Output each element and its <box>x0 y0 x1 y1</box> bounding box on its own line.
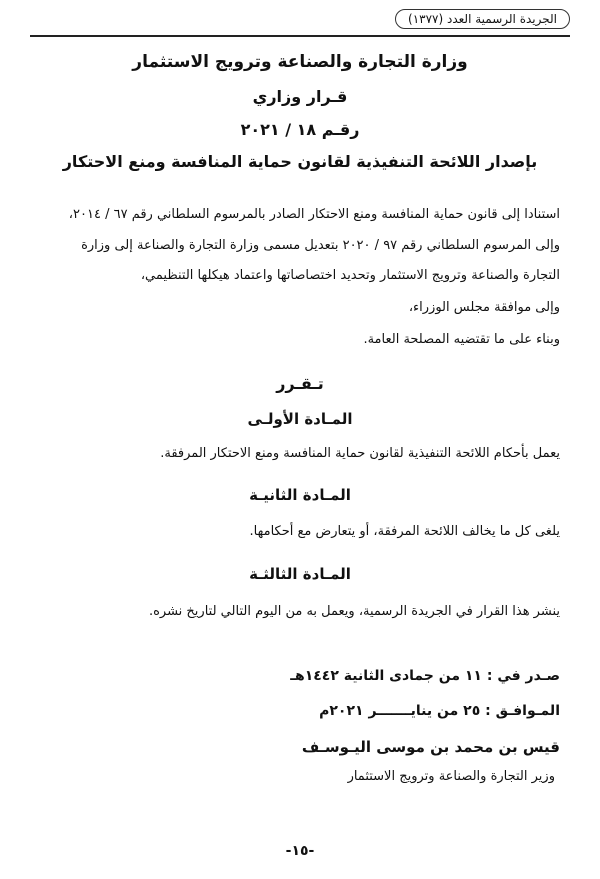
decree-type: قـرار وزاري <box>252 87 348 106</box>
article-3-title: المـادة الثالثـة <box>249 565 351 583</box>
decree-number: رقـم ١٨ / ٢٠٢١ <box>240 120 360 139</box>
signer-title: وزير التجارة والصناعة وترويج الاستثمار <box>347 769 555 784</box>
preamble-line: استنادا إلى قانون حماية المنافسة ومنع الاحتكار الصادر بالمرسوم السلطاني رقم ٦٧ / ٢٠١٤، <box>68 207 560 222</box>
article-1-text: يعمل بأحكام اللائحة التنفيذية لقانون حماية المنافسة ومنع الاحتكار المرفقة. <box>160 446 560 461</box>
issued-date-gregorian: المـوافـق : ٢٥ من ينايـــــــر ٢٠٢١م <box>319 703 560 719</box>
gazette-issue-label: الجريدة الرسمية العدد (١٣٧٧) <box>395 9 570 29</box>
preamble-line: وإلى المرسوم السلطاني رقم ٩٧ / ٢٠٢٠ بتعديل مسمى وزارة التجارة والصناعة إلى وزارة <box>81 238 560 253</box>
page-number: -١٥- <box>285 843 315 859</box>
header-divider <box>30 35 570 37</box>
issued-date-hijri: صـدر في : ١١ من جمادى الثانية ١٤٤٢هـ <box>290 668 560 684</box>
preamble-line: التجارة والصناعة وترويج الاستثمار وتحديد اختصاصاتها واعتماد هيكلها التنظيمي، <box>140 268 560 283</box>
ministry-title: وزارة التجارة والصناعة وترويج الاستثمار <box>132 52 468 72</box>
article-1-title: المـادة الأولـى <box>247 410 353 428</box>
preamble-line: وإلى موافقة مجلس الوزراء، <box>408 300 560 315</box>
signer-name: قيس بن محمد بن موسى اليـوسـف <box>301 738 560 756</box>
article-2-title: المـادة الثانيـة <box>249 486 351 504</box>
article-3-text: ينشر هذا القرار في الجريدة الرسمية، ويعمل به من اليوم التالي لتاريخ نشره. <box>148 604 560 619</box>
preamble-line: وبناء على ما تقتضيه المصلحة العامة. <box>363 332 560 347</box>
decides-heading: تـقـرر <box>276 374 324 393</box>
decree-subject: بإصدار اللائحة التنفيذية لقانون حماية المنافسة ومنع الاحتكار <box>62 152 538 171</box>
article-2-text: يلغى كل ما يخالف اللائحة المرفقة، أو يتعارض مع أحكامها. <box>249 524 560 539</box>
